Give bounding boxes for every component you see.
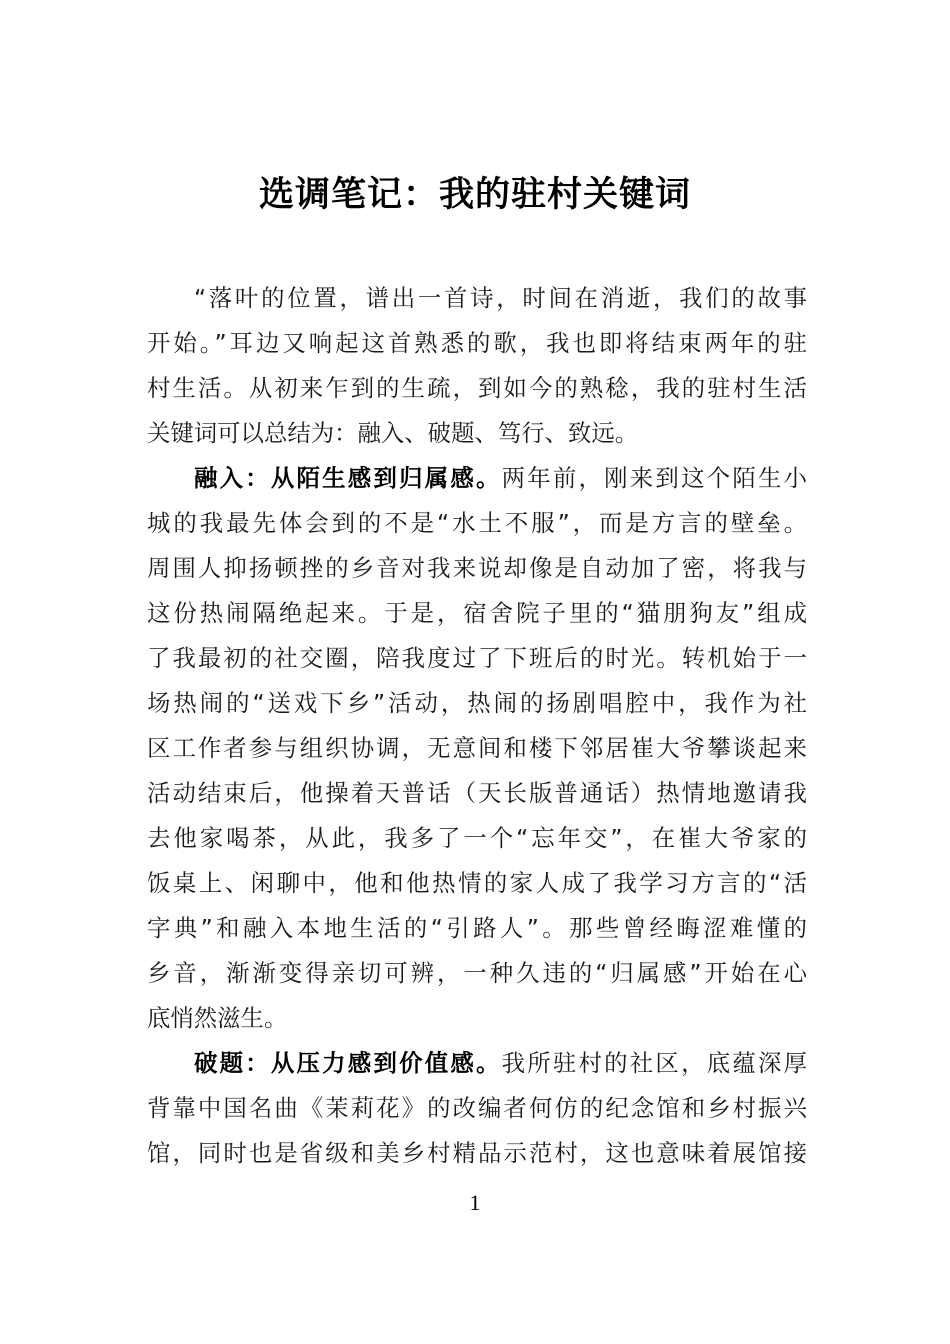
paragraph-2-line-9: 去他家喝茶，从此，我多了一个“忘年交”，在崔大爷家的: [147, 824, 807, 852]
paragraph-2-line-5: 了我最初的社交圈，陪我度过了下班后的时光。转机始于一: [147, 644, 807, 672]
paragraph-2-line-1-text: 两年前，刚来到这个陌生小: [501, 464, 808, 492]
paragraph-1-line-4: 关键词可以总结为：融入、破题、笃行、致远。: [147, 419, 639, 447]
paragraph-2-line-13: 底悄然滋生。: [147, 1004, 288, 1032]
paragraph-2-line-10: 饭桌上、闲聊中，他和他热情的家人成了我学习方言的“活: [147, 869, 807, 897]
paragraph-2-line-11: 字典”和融入本地生活的“引路人”。那些曾经晦涩难懂的: [147, 914, 807, 942]
paragraph-1-line-3: 村生活。从初来乍到的生疏，到如今的熟稔，我的驻村生活: [147, 374, 807, 402]
document-body: [147, 276, 807, 1176]
paragraph-3-line-3: 馆，同时也是省级和美乡村精品示范村，这也意味着展馆接: [147, 1139, 807, 1167]
paragraph-2-line-2: 城的我最先体会到的不是“水土不服”，而是方言的壁垒。: [147, 509, 807, 537]
page-number: 1: [469, 1190, 481, 1215]
document-title: 选调笔记：我的驻村关键词: [258, 174, 691, 215]
paragraph-1-line-1: “落叶的位置，谱出一首诗，时间在消逝，我们的故事: [194, 284, 807, 312]
paragraph-2-line-6: 场热闹的“送戏下乡”活动，热闹的扬剧唱腔中，我作为社: [147, 689, 807, 717]
paragraph-2-line-12: 乡音，渐渐变得亲切可辨，一种久违的“归属感”开始在心: [147, 959, 807, 987]
paragraph-2-line-4: 这份热闹隔绝起来。于是，宿舍院子里的“猫朋狗友”组成: [147, 599, 807, 627]
paragraph-2-line-8: 活动结束后，他操着天普话（天长版普通话）热情地邀请我: [147, 779, 807, 807]
paragraph-3-heading: 破题：从压力感到价值感。: [194, 1049, 502, 1077]
paragraph-2-heading: 融入：从陌生感到归属感。: [194, 464, 502, 492]
paragraph-2-line-7: 区工作者参与组织协调，无意间和楼下邻居崔大爷攀谈起来: [147, 734, 807, 762]
paragraph-3-line-1-text: 我所驻村的社区，底蕴深厚: [501, 1049, 808, 1077]
paragraph-2-line-3: 周围人抑扬顿挫的乡音对我来说却像是自动加了密，将我与: [147, 554, 807, 582]
paragraph-1-line-2: 开始。”耳边又响起这首熟悉的歌，我也即将结束两年的驻: [147, 329, 807, 357]
paragraph-3-line-1: [147, 1041, 807, 1086]
paragraph-3-line-2: 背靠中国名曲《茉莉花》的改编者何仿的纪念馆和乡村振兴: [147, 1094, 807, 1122]
paragraph-2-line-1: [147, 456, 807, 501]
